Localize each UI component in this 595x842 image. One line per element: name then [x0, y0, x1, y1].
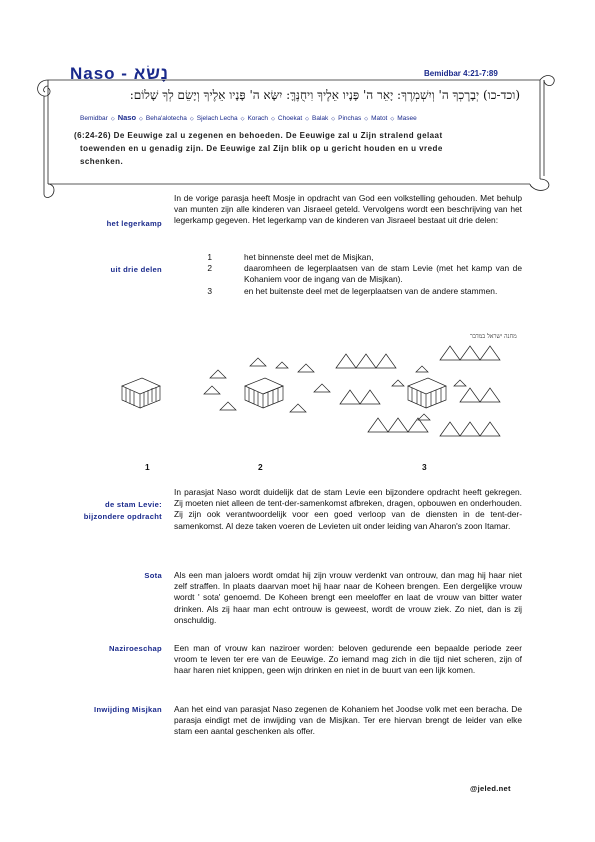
hebrew-verse: (וכד-כו) יְבָרֶכְךָ ה' וְיִשְׁמְרֶךָ: יָאֵר ה' פָּנָיו אֵלֶיךָ וִיחֻנֶּךָּ: יִשָּׂא ה' פָּנָיו אֵלֶיךָ וְיָשֵׂם לְךָ שָׁלוֹם: [129, 88, 520, 102]
side-label-drie-delen: uit drie delen [110, 265, 162, 274]
quote-line: (6:24-26) De Eeuwige zal u zegenen en behoeden. De Eeuwige zal u Zijn stralend gelaat [74, 131, 443, 140]
nav-item-choekat[interactable]: Choekat [277, 115, 303, 122]
page-title: Naso - נָשׂא [70, 64, 169, 83]
figure-label-2: 2 [258, 462, 263, 472]
side-label-legerkamp: het legerkamp [106, 219, 162, 228]
quote-line: toewenden en u genadig zijn. De Eeuwige zal Zijn blik op u gericht houden en u vrede [80, 144, 443, 153]
section-inwijding-text: Aan het eind van parasjat Naso zegenen de Kohaniem het Joodse volk met een beracha. De parasja eindigt met de inwijding van de Misjkan. Ter ere hiervan brengt de leider van elke stam een aantal geschenken als offer. [174, 704, 522, 737]
nav-separator-icon: ◇ [110, 116, 115, 122]
nav-item-bemidbar[interactable]: Bemidbar [80, 115, 108, 122]
full-camp-drawing [336, 346, 500, 436]
nav-separator-icon: ◇ [139, 116, 143, 122]
camp-illustration [100, 328, 517, 458]
nav-item-balak[interactable]: Balak [312, 115, 329, 122]
figure-label-3: 3 [422, 462, 427, 472]
translation-quote [74, 129, 522, 168]
nav-separator-icon: ◇ [364, 116, 369, 122]
parasha-nav [80, 113, 520, 122]
list-item: 1 het binnenste deel met de Misjkan, [207, 252, 374, 262]
handwritten-note: מחנה ישראל במדבר [470, 333, 517, 340]
nav-item-pinchas[interactable]: Pinchas [338, 115, 362, 122]
levie-camp-drawing [204, 358, 330, 412]
nav-item-sjelach-lecha[interactable]: Sjelach Lecha [196, 115, 238, 122]
section-sota-text: Als een man jaloers wordt omdat hij zijn vrouw verdenkt van ontrouw, dan mag hij haar niet zelf straffen. In plaats daarvan moet hij haar naar de Koheen brengen. Een dergelijke vrouw wordt ' sota' genoemd. De Koheen brengt een meeloffer en laat de vrouw van bitter water drinken. Als zij haar man echt ontrouw is geweest, wordt de vrouw ziek. Zo niet, dan is zij onschuldig. [174, 570, 522, 625]
nav-separator-icon: ◇ [331, 116, 336, 122]
intro-paragraph: In de vorige parasja heeft Mosje in opdracht van God een volkstelling gehouden. Met behulp van munten zijn alle kinderen van Jisraeel geteld. Vervolgens wordt een beschrijving van het legerkamp gegeven. Het legerkamp van de kinderen van Jisraeel bestaat uit drie delen: [174, 193, 522, 226]
section-levie-text: In parasjat Naso wordt duidelijk dat de stam Levie een bijzondere opdracht heeft gekregen. Zij moeten niet alleen de tent-der-samenkomst afbreken, dragen, opbouwen en onderhouden. Zij zijn ook verantwoordelijk voor een goed verloop van de diensten in de tent-der-samenkomst. Al deze taken voeren de Levieten uit onder leiding van Aharon's zoon Itamar. [174, 487, 522, 531]
camp-parts-list [174, 252, 522, 297]
side-label-sota: Sota [144, 571, 162, 580]
section-nazir-text: Een man of vrouw kan naziroer worden: beloven gedurende een bepaalde periode zeer vroom te leven ter ere van de Eeuwige. Zo iemand mag zich in die tijd niet scheren, zijn of haar haren niet knippen, geen wijn drinken en niet in de buurt van een lijk komen. [174, 643, 522, 676]
nav-item-matot[interactable]: Matot [371, 115, 388, 122]
nav-item-naso[interactable]: Naso [117, 113, 137, 122]
nav-item-korach[interactable]: Korach [247, 115, 269, 122]
side-label-nazir: Naziroeschap [109, 644, 162, 653]
list-item: 3 en het buitenste deel met de legerplaatsen van de andere stammen. [207, 285, 498, 296]
quote-line: schenken. [80, 157, 124, 166]
side-label-levie: de stam Levie: bijzondere opdracht [83, 500, 162, 521]
misjkan-drawing [122, 378, 160, 408]
nav-separator-icon: ◇ [189, 116, 194, 122]
nav-separator-icon: ◇ [390, 116, 395, 122]
list-item: 2 daaromheen de legerplaatsen van de stam Levie (met het kamp van de Kohaniem voor de ingang van de Misjkan). [207, 263, 522, 285]
nav-item-beha-alotecha[interactable]: Beha'alotecha [145, 115, 187, 122]
verse-reference: Bemidbar 4:21-7:89 [424, 69, 498, 78]
side-label-inwijding: Inwijding Misjkan [94, 705, 162, 714]
figure-label-1: 1 [145, 462, 150, 472]
nav-item-masee[interactable]: Masee [397, 115, 417, 122]
nav-separator-icon: ◇ [240, 116, 245, 122]
nav-separator-icon: ◇ [271, 116, 275, 122]
nav-separator-icon: ◇ [305, 116, 309, 122]
footer-site: @jeled.net [470, 784, 511, 793]
